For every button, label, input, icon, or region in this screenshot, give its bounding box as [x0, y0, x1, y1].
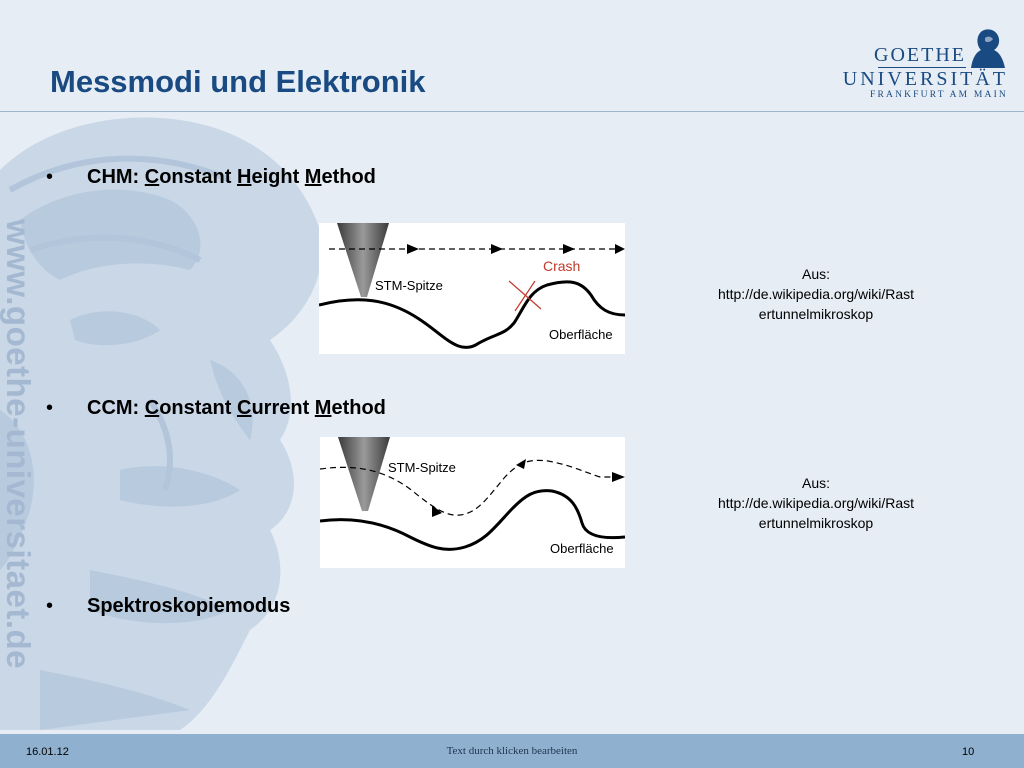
word-rest: onstant [159, 166, 237, 188]
underlined-initial: M [314, 397, 332, 419]
bullet-marker: • [46, 595, 54, 617]
footer-date: 16.01.12 [26, 746, 69, 758]
word-rest: eight [251, 166, 305, 188]
slide-number: 10 [962, 746, 975, 758]
chm-diagram [319, 223, 625, 354]
word-rest: ethod [321, 166, 376, 188]
logo-line-2: UNIVERSITÄT [842, 68, 1008, 90]
footer-placeholder-text[interactable]: Text durch klicken bearbeiten [446, 745, 578, 757]
figure-source-note [700, 473, 932, 533]
stm-tip-label: STM-Spitze [375, 278, 443, 293]
bullet-prefix: CHM: [87, 166, 145, 188]
bullet-text [87, 166, 376, 189]
vertical-website-url: www.goethe-universitaet.de [0, 218, 37, 670]
bullet-marker: • [46, 397, 54, 419]
bullet-marker: • [46, 166, 54, 188]
underlined-initial: C [237, 397, 252, 419]
underlined-initial: M [304, 166, 322, 188]
crash-label: Crash [543, 258, 581, 274]
logo-line-1: GOETHE [874, 44, 966, 66]
logo-line-3: FRANKFURT AM MAIN [869, 90, 1008, 100]
ccm-diagram [320, 437, 625, 568]
goethe-portrait-seal-icon [963, 26, 1009, 68]
title-divider [0, 111, 1024, 112]
underlined-initial: C [144, 397, 160, 419]
source-prefix: Aus: [801, 475, 830, 491]
source-url-line: ertunnelmikroskop [758, 306, 874, 322]
surface-label: Oberfläche [549, 327, 613, 342]
underlined-initial: H [237, 166, 252, 188]
slide-title: Messmodi und Elektronik [50, 64, 426, 99]
source-prefix: Aus: [801, 266, 830, 282]
word-rest: onstant [159, 397, 237, 419]
source-url-line: http://de.wikipedia.org/wiki/Rast [717, 495, 915, 511]
figure-source-note [700, 264, 932, 324]
bullet-text: Spektroskopiemodus [87, 595, 291, 617]
source-url-line: http://de.wikipedia.org/wiki/Rast [717, 286, 915, 302]
bullet-prefix: CCM: [87, 397, 145, 419]
source-url-line: ertunnelmikroskop [758, 515, 874, 531]
underlined-initial: C [144, 166, 160, 188]
stm-tip-label: STM-Spitze [388, 460, 456, 475]
word-rest: urrent [251, 397, 315, 419]
word-rest: ethod [331, 397, 386, 419]
surface-label: Oberfläche [550, 541, 614, 556]
portrait-watermark [0, 110, 330, 730]
bullet-text [87, 397, 386, 420]
